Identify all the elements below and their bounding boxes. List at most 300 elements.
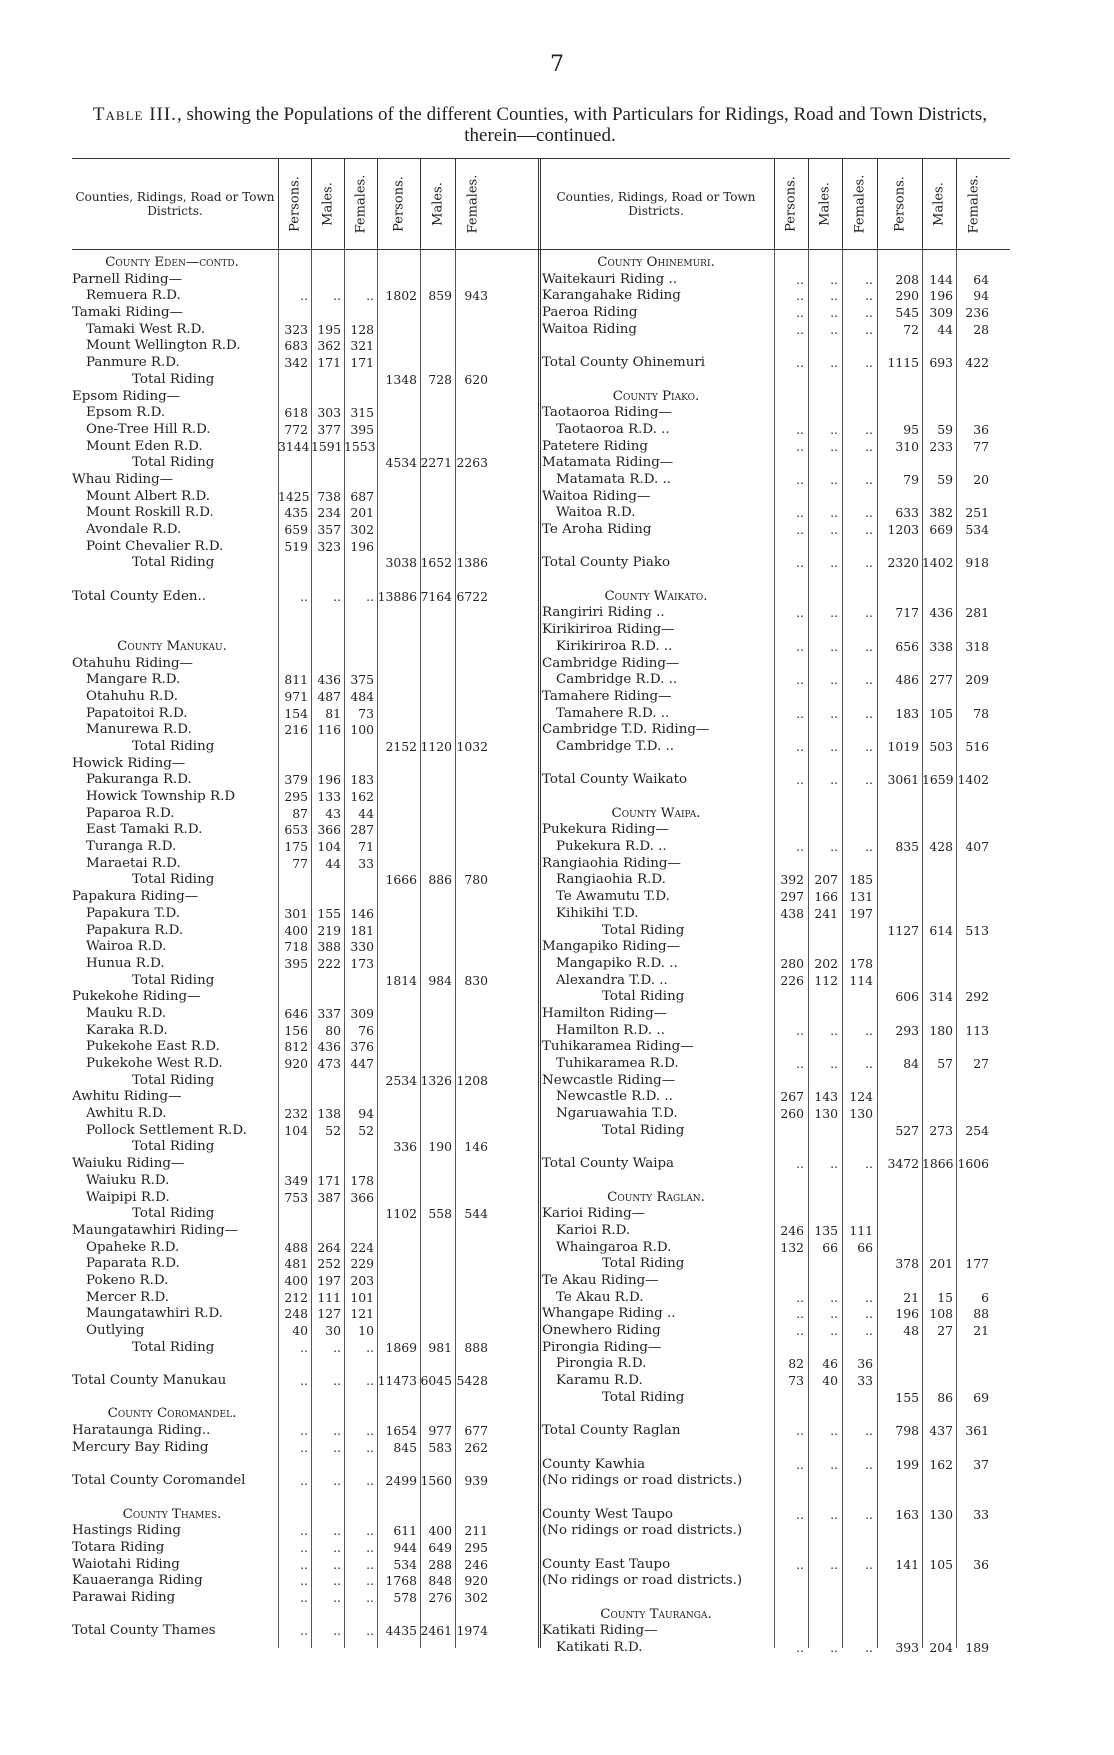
total-persons-cell: 378 <box>895 1256 919 1272</box>
total-persons-cell: 798 <box>895 1423 919 1439</box>
district-name: Paparoa R.D. <box>86 805 175 821</box>
district-name: Te Akau R.D. <box>556 1289 644 1305</box>
total-females-cell: 146 <box>464 1139 488 1155</box>
total-persons-cell: 4534 <box>385 455 417 471</box>
total-males-cell: 309 <box>929 305 953 321</box>
district-name: Pirongia R.D. <box>556 1356 647 1372</box>
total-females-cell: 295 <box>464 1539 488 1555</box>
district-name: Waiuku Riding— <box>72 1156 185 1172</box>
females-cell: 315 <box>350 405 374 421</box>
county-heading: County Waipa. <box>611 805 701 821</box>
total-males-cell: 204 <box>929 1640 953 1656</box>
county-heading: County Thames. <box>122 1506 222 1522</box>
persons-cell: 659 <box>284 522 308 537</box>
column-header-persons: Persons. <box>774 159 809 249</box>
district-name: Mercer R.D. <box>86 1289 169 1305</box>
females-cell: 229 <box>350 1256 374 1272</box>
table-row <box>542 555 1012 572</box>
total-males-cell: 15 <box>937 1289 953 1305</box>
total-males-cell: 400 <box>428 1523 452 1539</box>
males-cell: .. <box>830 355 838 371</box>
table-row <box>542 1373 1012 1390</box>
persons-cell: .. <box>796 471 804 487</box>
table-row <box>72 872 538 889</box>
persons-cell: .. <box>796 355 804 371</box>
total-females-cell: 1386 <box>456 555 488 571</box>
total-persons-cell: 48 <box>903 1323 919 1338</box>
females-cell: 128 <box>350 321 374 337</box>
males-cell: 202 <box>814 955 838 971</box>
total-females-cell: 302 <box>464 1590 488 1605</box>
left-table-header <box>72 158 538 250</box>
district-name: Total Riding <box>132 1206 215 1222</box>
persons-cell: .. <box>796 321 804 337</box>
males-cell: .. <box>333 1373 341 1389</box>
males-cell: .. <box>830 421 838 437</box>
females-cell: .. <box>366 1523 374 1539</box>
males-cell: 219 <box>317 922 341 938</box>
males-cell: 80 <box>325 1022 341 1038</box>
spacer-row <box>72 1607 538 1624</box>
table-row <box>542 856 1012 873</box>
total-persons-cell: 393 <box>895 1640 919 1656</box>
males-cell: .. <box>830 321 838 337</box>
table-row <box>72 539 538 556</box>
persons-cell: 481 <box>284 1256 308 1272</box>
table-row <box>72 1540 538 1557</box>
females-cell: .. <box>865 605 873 621</box>
females-cell: 484 <box>350 688 374 704</box>
persons-cell: 653 <box>284 822 308 838</box>
spacer-row <box>542 1139 1012 1156</box>
district-name: Taotaoroa R.D. .. <box>556 421 670 437</box>
total-females-cell: 407 <box>965 839 989 855</box>
total-males-cell: 201 <box>929 1256 953 1272</box>
total-persons-cell: 183 <box>895 705 919 721</box>
males-cell: 252 <box>317 1256 341 1272</box>
females-cell: .. <box>366 1590 374 1605</box>
males-cell: 135 <box>814 1222 838 1238</box>
district-name: Epsom R.D. <box>86 405 166 421</box>
district-name: Mangapiko Riding— <box>542 939 680 955</box>
males-cell: 133 <box>317 789 341 804</box>
persons-cell: 1425 <box>278 488 310 504</box>
district-name: Cambridge T.D. Riding— <box>542 722 710 738</box>
males-cell: 46 <box>822 1356 838 1372</box>
persons-cell: .. <box>796 1022 804 1038</box>
females-cell: 124 <box>849 1089 873 1105</box>
total-females-cell: 254 <box>965 1122 989 1138</box>
district-name: Whau Riding— <box>72 471 174 487</box>
district-name: Harataunga Riding.. <box>72 1423 211 1439</box>
males-cell: 388 <box>317 939 341 955</box>
total-persons-cell: 2499 <box>385 1473 417 1489</box>
table-row <box>72 1440 538 1457</box>
table-row <box>72 956 538 973</box>
females-cell: 66 <box>857 1239 873 1255</box>
total-persons-cell: 79 <box>903 471 919 487</box>
district-name: Outlying <box>86 1323 145 1338</box>
males-cell: 473 <box>317 1056 341 1071</box>
table-row <box>542 1023 1012 1040</box>
persons-cell: 772 <box>284 421 308 437</box>
persons-cell: 323 <box>284 321 308 337</box>
district-name: Mount Albert R.D. <box>86 488 211 504</box>
district-name: Ngaruawahia T.D. <box>556 1106 678 1122</box>
county-heading: County Eden—contd. <box>105 255 239 270</box>
males-cell: .. <box>830 672 838 688</box>
district-name: Cambridge Riding— <box>542 655 680 671</box>
table-row <box>72 839 538 856</box>
persons-cell: .. <box>300 1523 308 1539</box>
males-cell: .. <box>830 738 838 754</box>
total-persons-cell: 1203 <box>887 522 919 537</box>
total-persons-cell: 717 <box>895 605 919 621</box>
table-row <box>72 1256 538 1273</box>
district-name: Awhitu R.D. <box>86 1106 167 1122</box>
district-name: Matamata R.D. .. <box>556 471 671 487</box>
column-header-females: Females. <box>842 159 878 249</box>
females-cell: 395 <box>350 421 374 437</box>
males-cell: 155 <box>317 905 341 921</box>
males-cell: .. <box>830 1289 838 1305</box>
table-row <box>72 489 538 506</box>
table-row <box>542 472 1012 489</box>
total-males-cell: 981 <box>428 1339 452 1355</box>
county-heading: County Ohinemuri. <box>597 255 715 270</box>
males-cell: 366 <box>317 822 341 838</box>
county-heading-row <box>542 389 1012 406</box>
females-cell: .. <box>366 1623 374 1639</box>
total-females-cell: 513 <box>965 922 989 938</box>
table-row <box>72 372 538 389</box>
total-females-cell: 2263 <box>456 455 488 471</box>
total-persons-cell: 835 <box>895 839 919 855</box>
district-name: Tamahere Riding— <box>542 688 672 704</box>
males-cell: .. <box>830 305 838 321</box>
district-name: Katikati Riding— <box>542 1623 658 1639</box>
table-row <box>72 806 538 823</box>
county-heading: County Waikato. <box>604 588 708 604</box>
district-name: Tamaki West R.D. <box>86 321 206 337</box>
total-males-cell: 558 <box>428 1206 452 1222</box>
persons-cell: 342 <box>284 355 308 371</box>
total-persons-cell: 72 <box>903 321 919 337</box>
persons-cell: 646 <box>284 1005 308 1021</box>
total-females-cell: 251 <box>965 505 989 521</box>
females-cell: .. <box>366 1423 374 1439</box>
persons-cell: .. <box>796 672 804 688</box>
females-cell: .. <box>865 1306 873 1322</box>
persons-cell: .. <box>300 1423 308 1439</box>
district-name: Total Riding <box>602 1256 685 1272</box>
total-females-cell: 939 <box>464 1473 488 1489</box>
district-name: Total Riding <box>602 1122 685 1138</box>
females-cell: .. <box>865 1456 873 1472</box>
right-table-header <box>538 158 1010 250</box>
males-cell: 166 <box>814 889 838 905</box>
total-males-cell: 984 <box>428 972 452 988</box>
spacer-row <box>542 1406 1012 1423</box>
table-row <box>542 1457 1012 1474</box>
table-row <box>72 989 538 1006</box>
total-persons-cell: 199 <box>895 1456 919 1472</box>
table-row <box>542 1006 1012 1023</box>
males-cell: 195 <box>317 321 341 337</box>
table-row <box>542 305 1012 322</box>
males-cell: 197 <box>317 1272 341 1288</box>
district-name: County East Taupo <box>542 1556 671 1572</box>
table-row <box>542 989 1012 1006</box>
county-heading: County Raglan. <box>607 1189 705 1205</box>
females-cell: 183 <box>350 772 374 788</box>
total-females-cell: 6722 <box>456 588 488 604</box>
spacer-row <box>72 1356 538 1373</box>
spacer-row <box>72 1390 538 1407</box>
table-row <box>542 1256 1012 1273</box>
total-females-cell: 422 <box>965 355 989 371</box>
females-cell: .. <box>865 772 873 788</box>
total-females-cell: 1606 <box>957 1156 989 1172</box>
total-females-cell: 246 <box>464 1556 488 1572</box>
persons-cell: 216 <box>284 722 308 738</box>
total-males-cell: 1120 <box>420 738 452 754</box>
females-cell: 203 <box>350 1272 374 1288</box>
spacer-row <box>72 622 538 639</box>
district-name: Otahuhu R.D. <box>86 688 178 704</box>
spacer-row <box>72 1457 538 1474</box>
table-row <box>72 389 538 406</box>
district-name: East Tamaki R.D. <box>86 822 203 838</box>
total-males-cell: 977 <box>428 1423 452 1439</box>
table-row <box>542 1356 1012 1373</box>
persons-cell: 246 <box>780 1222 804 1238</box>
total-males-cell: 130 <box>929 1506 953 1522</box>
total-persons-cell: 545 <box>895 305 919 321</box>
district-name: Total County Thames <box>72 1623 216 1639</box>
persons-cell: 349 <box>284 1172 308 1188</box>
total-males-cell: 503 <box>929 738 953 754</box>
column-header-persons-total: Persons. <box>377 159 421 249</box>
males-cell: .. <box>830 1456 838 1472</box>
males-cell: 487 <box>317 688 341 704</box>
district-name: Howick Township R.D <box>86 789 236 804</box>
county-heading-row <box>542 1190 1012 1207</box>
females-cell: .. <box>865 288 873 304</box>
district-name: (No ridings or road districts.) <box>542 1573 743 1589</box>
total-males-cell: 1866 <box>922 1156 954 1172</box>
district-name: Kihikihi T.D. <box>556 905 639 921</box>
females-cell: 376 <box>350 1039 374 1055</box>
table-row <box>72 923 538 940</box>
persons-cell: 226 <box>780 972 804 988</box>
persons-cell: .. <box>300 1556 308 1572</box>
females-cell: 146 <box>350 905 374 921</box>
total-persons-cell: 2534 <box>385 1072 417 1088</box>
column-header-persons: Persons. <box>278 159 312 249</box>
total-males-cell: 276 <box>428 1590 452 1605</box>
males-cell: .. <box>333 1539 341 1555</box>
females-cell: .. <box>366 1339 374 1355</box>
total-persons-cell: 293 <box>895 1022 919 1038</box>
males-cell: .. <box>830 1056 838 1071</box>
table-row <box>72 1373 538 1390</box>
persons-cell: .. <box>796 605 804 621</box>
table-row <box>72 338 538 355</box>
males-cell: 738 <box>317 488 341 504</box>
total-males-cell: 105 <box>929 1556 953 1572</box>
total-females-cell: 292 <box>965 989 989 1005</box>
district-name: Mercury Bay Riding <box>72 1439 209 1455</box>
district-name: Pukekohe East R.D. <box>86 1039 220 1055</box>
district-name: Total County Waipa <box>542 1156 675 1172</box>
total-females-cell: 64 <box>973 271 989 287</box>
district-name: Waipipi R.D. <box>86 1189 170 1205</box>
table-row <box>72 906 538 923</box>
females-cell: .. <box>865 305 873 321</box>
table-row <box>72 305 538 322</box>
total-females-cell: 361 <box>965 1423 989 1439</box>
females-cell: .. <box>366 1439 374 1455</box>
district-name: Karioi Riding— <box>542 1206 646 1222</box>
males-cell: .. <box>830 1306 838 1322</box>
males-cell: .. <box>333 1573 341 1589</box>
males-cell: 130 <box>814 1106 838 1122</box>
total-persons-cell: 1654 <box>385 1423 417 1439</box>
males-cell: 222 <box>317 955 341 971</box>
district-name: Matamata Riding— <box>542 455 674 471</box>
district-name: Total County Ohinemuri <box>542 355 706 371</box>
district-name: Waitoa R.D. <box>556 505 636 521</box>
total-persons-cell: 1127 <box>887 922 919 938</box>
females-cell: 10 <box>358 1323 374 1338</box>
spacer-row <box>542 789 1012 806</box>
spacer-row <box>542 539 1012 556</box>
table-row <box>542 422 1012 439</box>
males-cell: 362 <box>317 338 341 354</box>
persons-cell: .. <box>796 772 804 788</box>
table-row <box>542 1340 1012 1357</box>
district-name: Whaingaroa R.D. <box>556 1239 672 1255</box>
total-females-cell: 33 <box>973 1506 989 1522</box>
table-row <box>542 956 1012 973</box>
persons-cell: .. <box>300 1573 308 1589</box>
district-name: Waiuku R.D. <box>86 1172 170 1188</box>
panel-divider <box>538 158 541 1648</box>
total-males-cell: 437 <box>929 1423 953 1439</box>
females-cell: .. <box>865 271 873 287</box>
total-males-cell: 614 <box>929 922 953 938</box>
district-name: Mount Roskill R.D. <box>86 505 214 521</box>
males-cell: .. <box>830 505 838 521</box>
district-name: Total Riding <box>132 455 215 471</box>
table-row <box>542 906 1012 923</box>
district-name: Newcastle R.D. .. <box>556 1089 673 1105</box>
table-row <box>72 889 538 906</box>
females-cell: .. <box>865 471 873 487</box>
district-name: Manurewa R.D. <box>86 722 192 738</box>
females-cell: .. <box>865 839 873 855</box>
total-persons-cell: 1666 <box>385 872 417 888</box>
females-cell: 36 <box>857 1356 873 1372</box>
persons-cell: 154 <box>284 705 308 721</box>
district-name: Epsom Riding— <box>72 388 181 404</box>
district-name: Papakura Riding— <box>72 889 199 905</box>
district-name: Rangiriri Riding .. <box>542 605 665 621</box>
district-name: Mount Wellington R.D. <box>86 338 241 354</box>
total-persons-cell: 2320 <box>887 555 919 571</box>
table-row <box>72 589 538 606</box>
females-cell: 101 <box>350 1289 374 1305</box>
district-name: Total Riding <box>132 1139 215 1155</box>
females-cell: 178 <box>849 955 873 971</box>
total-males-cell: 6045 <box>420 1373 452 1389</box>
females-cell: 447 <box>350 1056 374 1071</box>
males-cell: 111 <box>317 1289 341 1305</box>
total-males-cell: 7164 <box>420 588 452 604</box>
total-persons-cell: 141 <box>895 1556 919 1572</box>
females-cell: .. <box>366 288 374 304</box>
table-row <box>72 472 538 489</box>
column-header-females: Females. <box>344 159 378 249</box>
total-males-cell: 44 <box>937 321 953 337</box>
table-row <box>542 706 1012 723</box>
total-persons-cell: 1019 <box>887 738 919 754</box>
district-name: Mauku R.D. <box>86 1005 167 1021</box>
total-persons-cell: 1869 <box>385 1339 417 1355</box>
county-heading-row <box>542 1607 1012 1624</box>
district-name: Awhitu Riding— <box>72 1089 182 1105</box>
table-row <box>542 1073 1012 1090</box>
males-cell: 116 <box>317 722 341 738</box>
females-cell: .. <box>865 1640 873 1656</box>
district-name: Cambridge R.D. .. <box>556 672 678 688</box>
table-row <box>542 405 1012 422</box>
total-males-cell: 2271 <box>420 455 452 471</box>
district-name: Parawai Riding <box>72 1590 176 1605</box>
persons-cell: 438 <box>780 905 804 921</box>
total-males-cell: 886 <box>428 872 452 888</box>
persons-cell: 392 <box>780 872 804 888</box>
district-name: Kauaeranga Riding <box>72 1573 203 1589</box>
females-cell: 94 <box>358 1106 374 1122</box>
females-cell: .. <box>865 421 873 437</box>
district-name: Maungatawhiri R.D. <box>86 1306 224 1322</box>
persons-cell: 920 <box>284 1056 308 1071</box>
district-name: Tamahere R.D. .. <box>556 705 670 721</box>
table-row <box>72 355 538 372</box>
table-row <box>72 272 538 289</box>
males-cell: 104 <box>317 839 341 855</box>
persons-cell: .. <box>796 421 804 437</box>
males-cell: .. <box>830 438 838 454</box>
total-males-cell: 27 <box>937 1323 953 1338</box>
total-females-cell: 943 <box>464 288 488 304</box>
persons-cell: .. <box>796 1156 804 1172</box>
district-name: Mangapiko R.D. .. <box>556 955 678 971</box>
persons-cell: 753 <box>284 1189 308 1205</box>
table-row <box>542 1206 1012 1223</box>
total-females-cell: 236 <box>965 305 989 321</box>
females-cell: 162 <box>350 789 374 804</box>
males-cell: 387 <box>317 1189 341 1205</box>
persons-cell: .. <box>796 505 804 521</box>
district-name: Hamilton Riding— <box>542 1005 668 1021</box>
total-females-cell: 20 <box>973 471 989 487</box>
females-cell: 71 <box>358 839 374 855</box>
total-males-cell: 649 <box>428 1539 452 1555</box>
district-name: Total Riding <box>602 989 685 1005</box>
